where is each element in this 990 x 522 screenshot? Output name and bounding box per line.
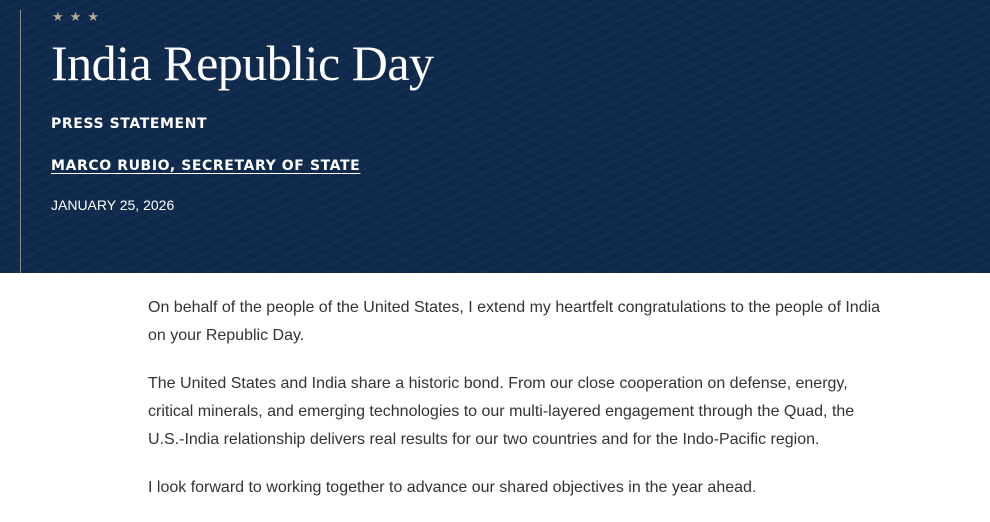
page-title: India Republic Day: [51, 35, 434, 91]
statement-body: [148, 294, 888, 522]
author-link[interactable]: MARCO RUBIO, SECRETARY OF STATE: [51, 158, 361, 174]
vertical-divider: [20, 10, 21, 273]
statement-type-label: PRESS STATEMENT: [51, 116, 208, 132]
body-paragraph: On behalf of the people of the United States, I extend my heartfelt congratulations to the people of India on your Republic Day.: [148, 299, 881, 344]
body-paragraph: The United States and India share a historic bond. From our close cooperation on defense, energy, critical minerals, and emerging technologies to our multi-layered engagement through the Quad, the U.S.-India relationship delivers real results for our two countries and for the Indo-Pacific region.: [148, 375, 855, 448]
star-icon: ★: [87, 10, 99, 25]
body-paragraph: I look forward to working together to advance our shared objectives in the year ahead.: [148, 479, 757, 496]
star-icon: ★: [69, 10, 82, 25]
star-ornament: [52, 10, 99, 26]
publish-date: JANUARY 25, 2026: [51, 197, 175, 213]
star-icon: ★: [52, 10, 64, 25]
